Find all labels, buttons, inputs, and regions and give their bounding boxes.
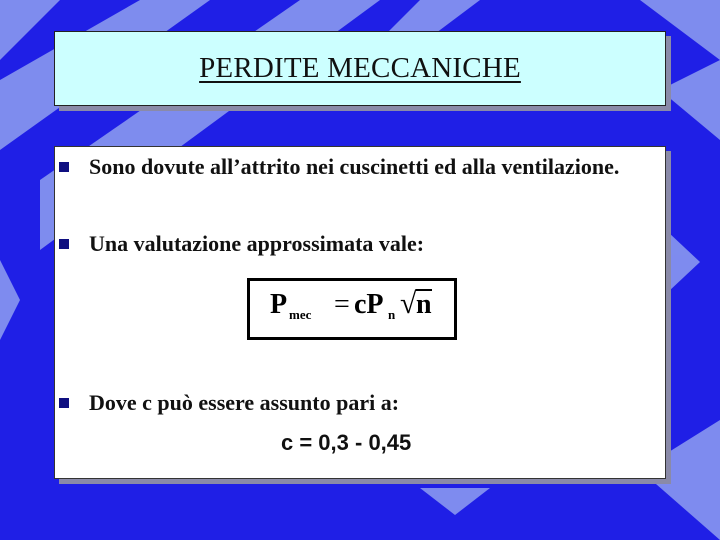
bullet-text-3: Dove c può essere assunto pari a:	[89, 390, 400, 415]
formula-radicand: n	[416, 289, 432, 320]
sqrt-icon: √	[400, 287, 417, 320]
content-box	[54, 146, 666, 479]
bullet-square-icon	[59, 398, 69, 408]
slide-title: PERDITE MECCANICHE	[199, 52, 521, 84]
title-box	[54, 31, 666, 106]
formula-equals: =	[334, 289, 350, 320]
formula-lhs-subscript: mec	[289, 307, 312, 322]
formula-rhs: cP	[354, 289, 384, 320]
bullet-square-icon	[59, 162, 69, 172]
formula	[250, 281, 454, 337]
bullet-text-1: Sono dovute all’attrito nei cuscinetti ed alla ventilazione.	[89, 154, 620, 179]
formula-lhs: P	[270, 289, 288, 320]
formula-rhs-subscript: n	[388, 307, 396, 322]
formula-box	[247, 278, 457, 340]
c-value-range: c = 0,3 - 0,45	[281, 430, 412, 455]
bullet-square-icon	[59, 239, 69, 249]
bullet-text-2: Una valutazione approssimata vale:	[89, 231, 425, 256]
